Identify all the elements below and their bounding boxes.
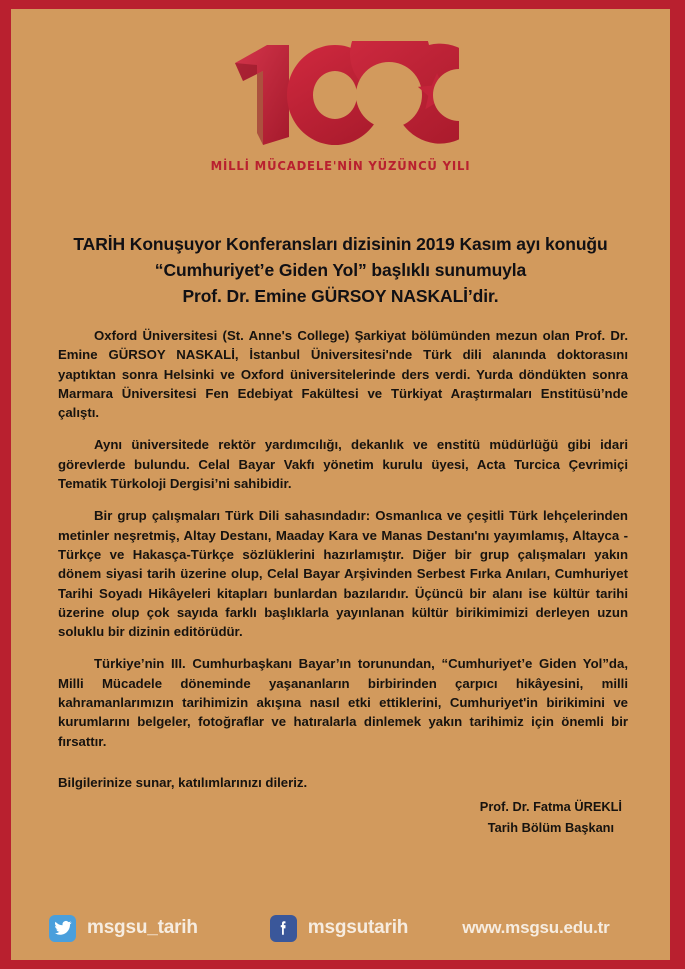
body-text (58, 326, 628, 792)
signature-block (480, 796, 622, 838)
title-line-2: “Cumhuriyet’e Giden Yol” başlıklı sunumuyla (154, 260, 527, 280)
signature-role: Tarih Bölüm Başkanı (487, 820, 615, 835)
facebook-icon[interactable] (270, 915, 297, 942)
title-line-1: TARİH Konuşuyor Konferansları dizisinin 2019 Kasım ayı konuğu (73, 234, 608, 254)
page-title (39, 231, 642, 309)
signature-name: Prof. Dr. Fatma ÜREKLİ (479, 799, 622, 814)
logo-block (11, 41, 670, 173)
poster-inner (11, 9, 670, 960)
twitter-handle: msgsu_tarih (87, 917, 198, 938)
title-line-3: Prof. Dr. Emine GÜRSOY NASKALİ’dir. (182, 286, 499, 306)
facebook-account[interactable] (270, 915, 408, 942)
closing-line: Bilgilerinize sunar, katılımlarınızı dileriz. (58, 774, 308, 790)
paragraph-3: Bir grup çalışmaları Türk Dili sahasındadır: Osmanlıca ve çeşitli Türk lehçelerinden metinler neşretmiş, Altay Destanı, Maaday Kara ve Manas Destanı'nı yayımlamış, Altayca - Türkçe ve Hakasça-Türkçe sözlüklerini hazırlamıştır. Diğer bir grup çalışmaları yakın dönem siyasi tarih üzerine olup, Celal Bayar Arşivinden Serbest Fırka Anıları, Cumhuriyet Tarihi Soyadı Hikâyeleri kitapları bunlardan bazılarıdır. Üçüncü bir alanı ise kültür tarihi üzerine olup çok sayıda farklı başlıklarla yayınlanan kültür birikimimizi derleyen uzun soluklu bir dizinin editörüdür. (58, 508, 628, 640)
twitter-account[interactable] (49, 915, 198, 942)
twitter-icon[interactable] (49, 915, 76, 942)
facebook-handle: msgsutarih (307, 917, 409, 938)
paragraph-1: Oxford Üniversitesi (St. Anne's College) Şarkiyat bölümünden mezun olan Prof. Dr. Emine GÜRSOY NASKALİ, İstanbul Üniversitesi'nde Türk dili alanında doktorasını yaptıktan sonra Helsinki ve Oxford üniversitelerinde ders verdi. Yurda döndükten sonra Marmara Üniversitesi Fen Edebiyat Fakültesi ve Türkiyat Araştırmaları Enstitüsü’nde çalıştı. (58, 328, 628, 421)
footer (11, 908, 670, 948)
paragraph-4: Türkiye’nin III. Cumhurbaşkanı Bayar’ın torunundan, “Cumhuriyet’e Giden Yol”da, Milli Mücadele döneminde yaşananların birbirinden çarpıcı hikâyesini, milli kahramanlarımızın tarihimizin akışına nasıl etki ettiklerini, Cumhuriyet'in birikimini ve kurumlarını belgeler, fotoğraflar ve hatıralarla dinlemek yakın tarihimiz için önemli bir fırsattır. (58, 656, 628, 749)
website-url[interactable]: www.msgsu.edu.tr (462, 918, 610, 937)
turkey-centenary-100-logo-icon (223, 41, 459, 147)
paragraph-2: Aynı üniversitede rektör yardımcılığı, dekanlık ve enstitü müdürlüğü gibi idari görevlerde bulundu. Celal Bayar Vakfı yönetim kurulu üyesi, Acta Turcica Çevrimiçi Tematik Türkoloji Dergisi’ni sahibidir. (58, 437, 628, 492)
logo-caption: MİLLİ MÜCADELE'NİN YÜZÜNCÜ YILI (210, 158, 471, 173)
